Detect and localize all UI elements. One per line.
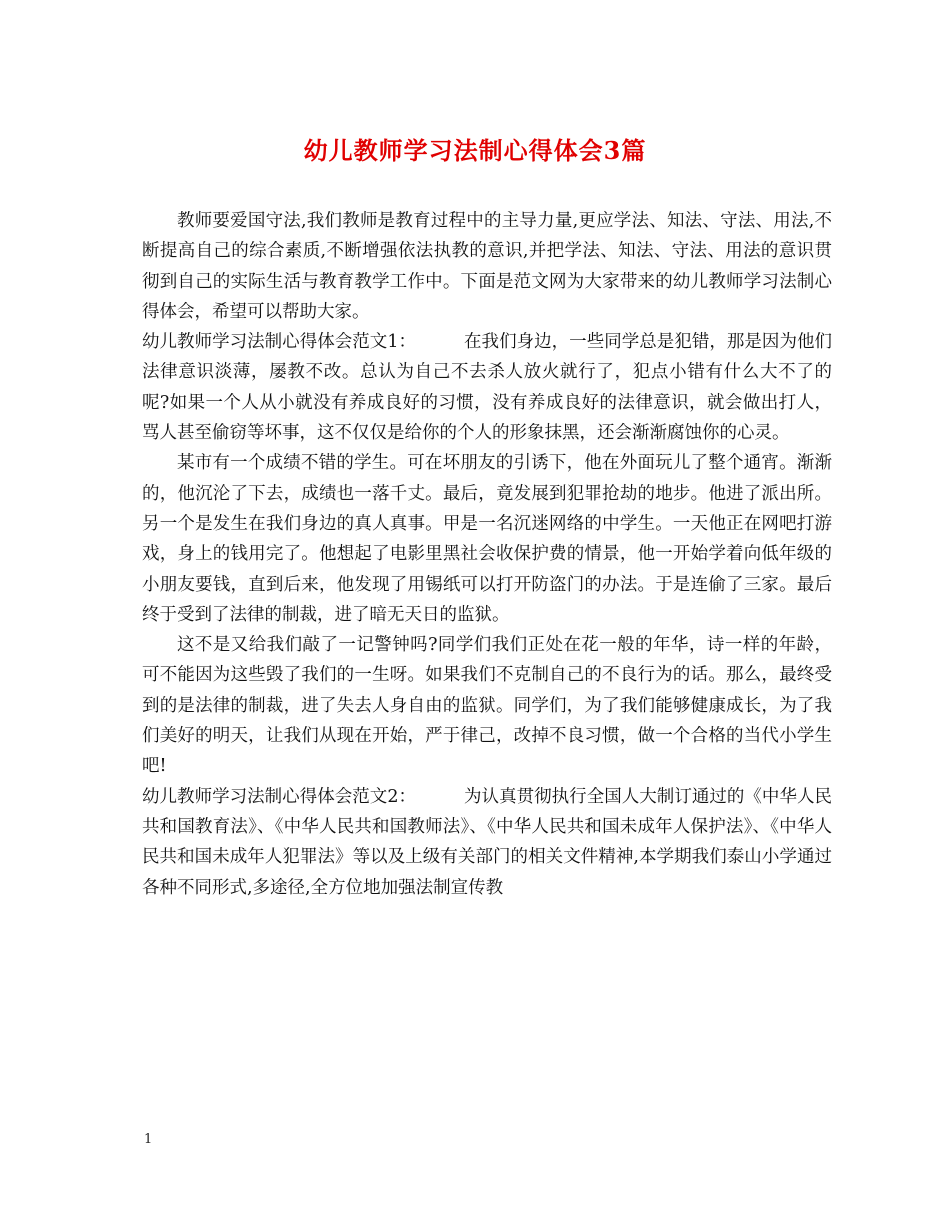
section-2-heading: 幼儿教师学习法制心得体会范文2： bbox=[142, 786, 417, 807]
section-1-heading: 幼儿教师学习法制心得体会范文1： bbox=[142, 332, 417, 353]
section-2-first-paragraph: 为认真贯彻执行全国人大制订通过的《中华人民共和国教育法》、《中华人民共和国教师法》、《中华人民共和国未成年人保护法》、《中华人民共和国未成年人犯罪法》等以及上级有关部门的相关文件精神,本学期我们泰山小学通过各种不同形式,多途径,全方位地加强法制宣传教 bbox=[142, 786, 833, 898]
document-title: 幼儿教师学习法制心得体会3篇 bbox=[303, 136, 647, 165]
section-1-opening bbox=[142, 327, 832, 448]
section-1-first-paragraph: 在我们身边，一些同学总是犯错，那是因为他们法律意识淡薄，屡教不改。总认为自己不去杀人放火就行了，犯点小错有什么大不了的呢?如果一个人从小就没有养成良好的习惯，没有养成良好的法律意识，就会做出打人，骂人甚至偷窃等坏事，这不仅仅是给你的个人的形象抹黑，还会渐渐腐蚀你的心灵。 bbox=[142, 332, 833, 444]
page-number: 1 bbox=[144, 1132, 153, 1147]
section-1-paragraph-2: 某市有一个成绩不错的学生。可在坏朋友的引诱下，他在外面玩儿了整个通宵。渐渐的，他沉沦了下去，成绩也一落千丈。最后，竟发展到犯罪抢劫的地步。他进了派出所。另一个是发生在我们身边的真人真事。甲是一名沉迷网络的中学生。一天他正在网吧打游戏，身上的钱用完了。他想起了电影里黑社会收保护费的情景，他一开始学着向低年级的小朋友要钱，直到后来，他发现了用锡纸可以打开防盗门的办法。于是连偷了三家。最后终于受到了法律的制裁，进了暗无天日的监狱。 bbox=[142, 453, 832, 625]
section-1-paragraph-3: 这不是又给我们敲了一记警钟吗?同学们我们正处在花一般的年华，诗一样的年龄，可不能因为这些毁了我们的一生呀。如果我们不克制自己的不良行为的话。那么，最终受到的是法律的制裁，进了失去人身自由的监狱。同学们，为了我们能够健康成长，为了我们美好的明天，让我们从现在开始，严于律己，改掉不良习惯，做一个合格的当代小学生吧! bbox=[142, 635, 832, 777]
section-2-opening bbox=[142, 782, 832, 903]
intro-paragraph: 教师要爱国守法,我们教师是教育过程中的主导力量,更应学法、知法、守法、用法,不断提高自己的综合素质,不断增强依法执教的意识,并把学法、知法、守法、用法的意识贯彻到自己的实际生活与教育教学工作中。下面是范文网为大家带来的幼儿教师学习法制心得体会，希望可以帮助大家。 bbox=[142, 211, 832, 322]
document-body bbox=[142, 206, 832, 903]
